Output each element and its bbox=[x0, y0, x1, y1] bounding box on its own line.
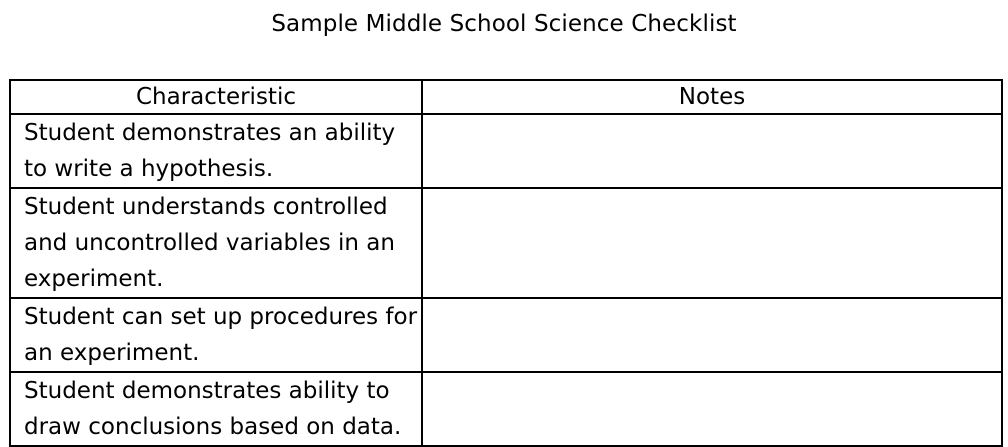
characteristic-cell: Student can set up procedures for an experiment. bbox=[10, 298, 422, 372]
table-row bbox=[10, 188, 1002, 298]
table-row bbox=[10, 372, 1002, 446]
notes-cell[interactable] bbox=[422, 114, 1002, 188]
header-characteristic: Characteristic bbox=[10, 80, 422, 114]
table-header-row bbox=[10, 80, 1002, 114]
header-notes: Notes bbox=[422, 80, 1002, 114]
notes-cell[interactable] bbox=[422, 372, 1002, 446]
table-row bbox=[10, 114, 1002, 188]
notes-cell[interactable] bbox=[422, 188, 1002, 298]
characteristic-cell: Student understands controlled and uncontrolled variables in an experiment. bbox=[10, 188, 422, 298]
characteristic-cell: Student demonstrates ability to draw conclusions based on data. bbox=[10, 372, 422, 446]
checklist-table bbox=[9, 79, 1003, 447]
characteristic-cell: Student demonstrates an ability to write a hypothesis. bbox=[10, 114, 422, 188]
table-row bbox=[10, 298, 1002, 372]
page-title: Sample Middle School Science Checklist bbox=[271, 11, 737, 37]
notes-cell[interactable] bbox=[422, 298, 1002, 372]
